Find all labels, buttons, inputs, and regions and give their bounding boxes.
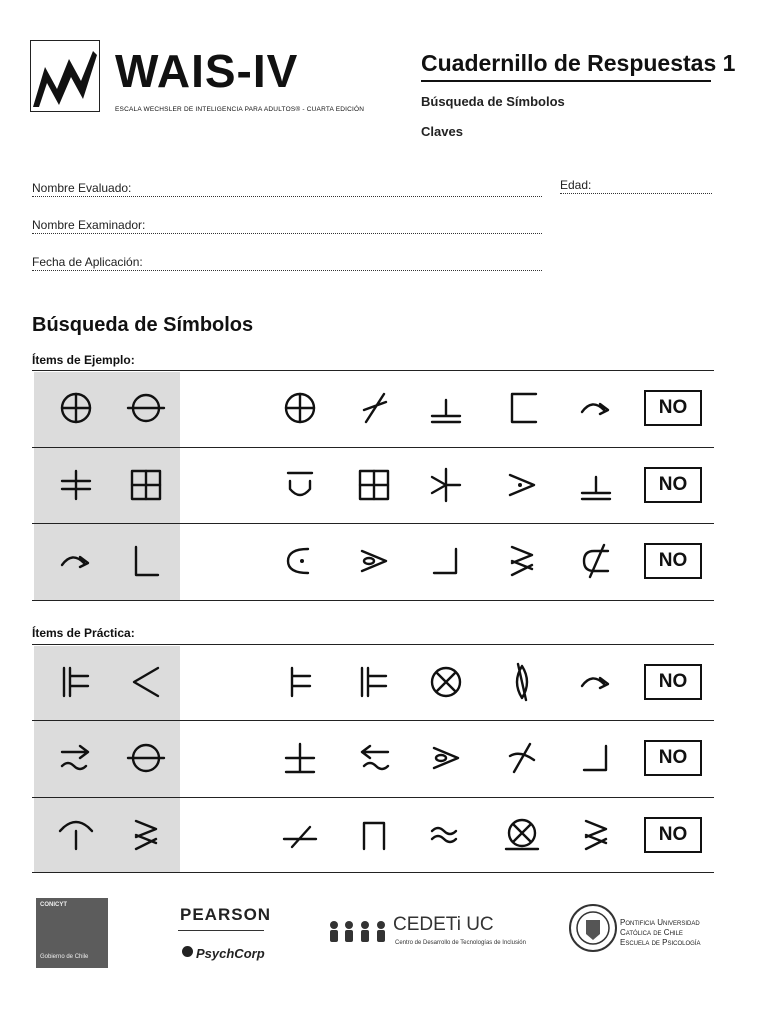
cedeti-subtitle: Centro de Desarrollo de Tecnologías de Inclusión	[395, 940, 526, 946]
row-rule	[32, 523, 714, 524]
corner-j-icon	[416, 531, 476, 591]
no-answer-box[interactable]: NO	[644, 543, 702, 579]
slash-angle-icon	[344, 378, 404, 438]
subtest-2: Claves	[421, 124, 463, 139]
eye-chevron-icon	[344, 531, 404, 591]
corner-box-icon	[492, 378, 552, 438]
practice-option-symbol[interactable]	[492, 805, 552, 865]
no-answer-box[interactable]: NO	[644, 390, 702, 426]
example-option-symbol[interactable]	[566, 455, 626, 515]
wais-logo-mark	[30, 40, 100, 112]
row-rule	[32, 600, 714, 601]
hook-line-icon	[270, 805, 330, 865]
fecha-label: Fecha de Aplicación:	[32, 255, 143, 269]
example-option-symbol[interactable]	[270, 455, 330, 515]
example-target-symbol	[116, 378, 176, 438]
example-target-symbol	[46, 531, 106, 591]
practice-target-symbol	[46, 805, 106, 865]
plus-bar-icon	[270, 728, 330, 788]
edad-field[interactable]	[560, 193, 712, 194]
hook-arrow-icon	[566, 652, 626, 712]
example-target-symbol	[116, 455, 176, 515]
evaluado-field[interactable]	[32, 196, 542, 197]
practice-option-symbol[interactable]	[344, 728, 404, 788]
corner-j-icon	[566, 728, 626, 788]
practice-target-symbol	[46, 728, 106, 788]
practice-target-symbol	[116, 652, 176, 712]
row-rule	[32, 447, 714, 448]
example-option-symbol[interactable]	[416, 378, 476, 438]
example-option-symbol[interactable]	[492, 455, 552, 515]
conicyt-text: CONICYT	[40, 902, 67, 908]
omega-arch-icon	[46, 805, 106, 865]
practice-option-symbol[interactable]	[270, 728, 330, 788]
row-rule	[32, 644, 714, 645]
circle-x-icon	[416, 652, 476, 712]
less-than-icon	[116, 652, 176, 712]
arrow-wave-icon	[46, 728, 106, 788]
practice-option-symbol[interactable]	[270, 805, 330, 865]
puc-seal-icon	[568, 900, 618, 961]
example-target-symbol	[46, 378, 106, 438]
practice-target-symbol	[116, 805, 176, 865]
section-title: Búsqueda de Símbolos	[32, 314, 254, 336]
circle-x-bar-icon	[492, 805, 552, 865]
double-wave-icon	[416, 805, 476, 865]
row-rule	[32, 370, 714, 371]
psychcorp-icon	[182, 946, 193, 957]
double-cross-icon	[46, 455, 106, 515]
practice-option-symbol[interactable]	[416, 805, 476, 865]
example-option-symbol[interactable]	[344, 531, 404, 591]
pearson-logo: PEARSON	[180, 905, 272, 924]
not-subset-icon	[566, 531, 626, 591]
no-answer-box[interactable]: NO	[644, 817, 702, 853]
example-option-symbol[interactable]	[492, 378, 552, 438]
example-option-symbol[interactable]	[344, 455, 404, 515]
practice-option-symbol[interactable]	[344, 805, 404, 865]
lens-icon	[492, 652, 552, 712]
example-option-symbol[interactable]	[492, 531, 552, 591]
puc-line-3: Escuela de Psicología	[620, 938, 701, 947]
eye-chevron-icon	[416, 728, 476, 788]
psychcorp-logo: PsychCorp	[196, 946, 265, 961]
u-bar-icon	[270, 455, 330, 515]
circle-plus-icon	[46, 378, 106, 438]
practice-target-symbol	[46, 652, 106, 712]
fecha-field[interactable]	[32, 270, 542, 271]
practice-heading: Ítems de Práctica:	[32, 626, 135, 640]
boxed-plus-icon	[344, 455, 404, 515]
example-option-symbol[interactable]	[566, 378, 626, 438]
c-dot-icon	[270, 531, 330, 591]
chevron-stack-icon	[566, 805, 626, 865]
edad-label: Edad:	[560, 178, 592, 192]
hook-arrow-icon	[46, 531, 106, 591]
wais-logo-subtitle: ESCALA WECHSLER DE INTELIGENCIA PARA ADULTOS® - CUARTA EDICIÓN	[115, 106, 365, 113]
title-rule	[421, 80, 711, 82]
double-bar-f-icon	[344, 652, 404, 712]
circle-bar-icon	[116, 378, 176, 438]
cedeti-people-icon	[327, 918, 389, 953]
example-option-symbol[interactable]	[416, 455, 476, 515]
cedeti-logo: CEDETi UC	[393, 914, 494, 935]
hook-arrow-icon	[566, 378, 626, 438]
practice-option-symbol[interactable]	[566, 652, 626, 712]
row-rule	[32, 797, 714, 798]
practice-option-symbol[interactable]	[416, 728, 476, 788]
example-target-symbol	[116, 531, 176, 591]
double-bar-f-icon	[46, 652, 106, 712]
conicyt-logo	[36, 898, 108, 968]
puc-line-2: Católica de Chile	[620, 928, 683, 937]
practice-option-symbol[interactable]	[344, 652, 404, 712]
boxed-plus-icon	[116, 455, 176, 515]
pearson-rule	[178, 930, 264, 931]
practice-target-symbol	[116, 728, 176, 788]
evaluado-label: Nombre Evaluado:	[32, 181, 132, 195]
split-arrow-icon	[416, 455, 476, 515]
example-option-symbol[interactable]	[344, 378, 404, 438]
examinador-label: Nombre Examinador:	[32, 218, 146, 232]
example-option-symbol[interactable]	[270, 378, 330, 438]
bar-f-icon	[270, 652, 330, 712]
example-target-symbol	[46, 455, 106, 515]
practice-option-symbol[interactable]	[416, 652, 476, 712]
chevron-stack-icon	[492, 531, 552, 591]
up-tack-bar-icon	[566, 455, 626, 515]
practice-option-symbol[interactable]	[492, 728, 552, 788]
up-tack-bar-icon	[416, 378, 476, 438]
back-arrow-wave-icon	[344, 728, 404, 788]
practice-option-symbol[interactable]	[270, 652, 330, 712]
no-answer-box[interactable]: NO	[644, 740, 702, 776]
example-option-symbol[interactable]	[416, 531, 476, 591]
booklet-title: Cuadernillo de Respuestas 1	[421, 50, 736, 76]
puc-logo-text	[620, 918, 700, 948]
wais-logo-title: WAIS-IV	[115, 45, 299, 97]
example-heading: Ítems de Ejemplo:	[32, 353, 135, 367]
circle-plus-icon	[270, 378, 330, 438]
circle-bar-icon	[116, 728, 176, 788]
pi-gate-icon	[344, 805, 404, 865]
chevron-stack-icon	[116, 805, 176, 865]
practice-option-symbol[interactable]	[492, 652, 552, 712]
row-rule	[32, 872, 714, 873]
no-answer-box[interactable]: NO	[644, 664, 702, 700]
examinador-field[interactable]	[32, 233, 542, 234]
example-option-symbol[interactable]	[566, 531, 626, 591]
row-rule	[32, 720, 714, 721]
subtest-1: Búsqueda de Símbolos	[421, 94, 565, 109]
conicyt-sub: Gobierno de Chile	[40, 954, 89, 960]
dot-chevron-icon	[492, 455, 552, 515]
example-option-symbol[interactable]	[270, 531, 330, 591]
practice-option-symbol[interactable]	[566, 728, 626, 788]
practice-option-symbol[interactable]	[566, 805, 626, 865]
corner-l-icon	[116, 531, 176, 591]
cross-hook-icon	[492, 728, 552, 788]
no-answer-box[interactable]: NO	[644, 467, 702, 503]
puc-line-1: Pontificia Universidad	[620, 918, 700, 927]
